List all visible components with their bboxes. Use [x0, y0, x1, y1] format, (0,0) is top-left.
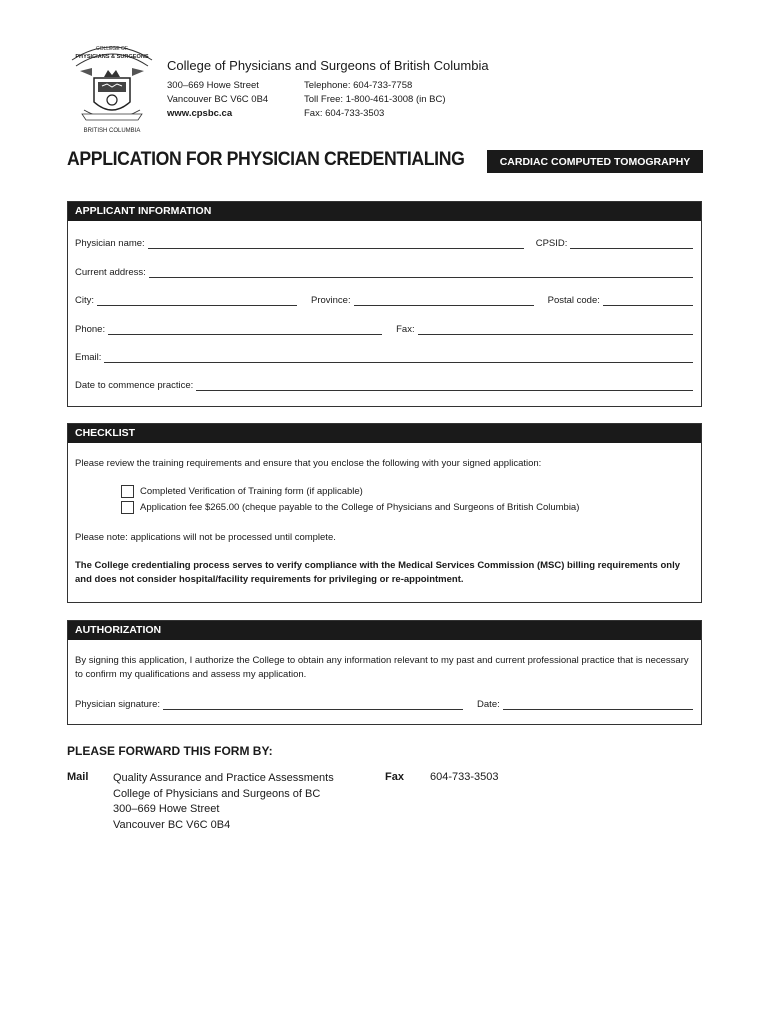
- section-heading: APPLICANT INFORMATION: [68, 202, 701, 221]
- checklist-item-fee: [121, 501, 579, 514]
- date-commence-field[interactable]: [196, 380, 693, 391]
- email-label: Email:: [75, 352, 102, 363]
- forward-fax-number: 604-733-3503: [430, 771, 499, 783]
- mail-line: Vancouver BC V6C 0B4: [113, 818, 231, 831]
- logo-bottom-text: BRITISH COLUMBIA: [83, 128, 141, 134]
- credential-type-badge: CARDIAC COMPUTED TOMOGRAPHY: [487, 150, 703, 173]
- province-label: Province:: [311, 295, 351, 306]
- physician-name-label: Physician name:: [75, 238, 145, 249]
- address-line2: Vancouver BC V6C 0B4: [167, 94, 269, 105]
- logo-mid-text: PHYSICIANS & SURGEONS: [75, 54, 149, 60]
- toll-free: Toll Free: 1-800-461-3008 (in BC): [304, 94, 446, 105]
- checklist-note: Please note: applications will not be processed until complete.: [75, 532, 336, 543]
- cpsid-label: CPSID:: [535, 238, 568, 249]
- telephone: Telephone: 604-733-7758: [304, 80, 413, 91]
- province-field[interactable]: [354, 295, 534, 306]
- address-line1: 300–669 Howe Street: [167, 80, 259, 91]
- postal-code-field[interactable]: [603, 295, 693, 306]
- checkbox-verification[interactable]: [121, 485, 134, 498]
- signature-label: Physician signature:: [75, 699, 161, 710]
- city-row: [75, 292, 693, 306]
- checklist-intro: Please review the training requirements and ensure that you enclose the following with your signed application:: [75, 458, 542, 469]
- cpsid-field[interactable]: [570, 238, 693, 249]
- org-address: [167, 79, 268, 121]
- phone-row: [75, 321, 693, 335]
- current-address-field[interactable]: [149, 267, 693, 278]
- signature-row: [75, 696, 693, 710]
- section-heading: AUTHORIZATION: [68, 621, 701, 640]
- fax-field[interactable]: [418, 324, 693, 335]
- checklist-item-label: Completed Verification of Training form (if applicable): [140, 486, 363, 497]
- date-commence-label: Date to commence practice:: [75, 380, 194, 391]
- city-label: City:: [75, 295, 94, 306]
- credentialing-statement: The College credentialing process serves to verify compliance with the Medical Services Commission (MSC) billing requirements only and does not consider hospital/facility requirements for privileging or re-appointment.: [75, 560, 681, 585]
- checklist-section: [67, 423, 702, 603]
- email-row: [75, 349, 693, 363]
- date-field[interactable]: [503, 699, 693, 710]
- email-field[interactable]: [104, 352, 693, 363]
- mail-line: Quality Assurance and Practice Assessments: [113, 772, 334, 784]
- fax-label: Fax: [385, 771, 404, 783]
- signature-field[interactable]: [163, 699, 463, 710]
- physician-name-row: [75, 235, 693, 249]
- physician-name-field[interactable]: [148, 238, 524, 249]
- mail-line: 300–669 Howe Street: [113, 803, 220, 815]
- current-address-label: Current address:: [75, 267, 146, 278]
- mail-line: College of Physicians and Surgeons of BC: [113, 787, 321, 800]
- form-title: APPLICATION FOR PHYSICIAN CREDENTIALING: [67, 149, 465, 170]
- authorization-section: [67, 620, 702, 725]
- fax-label: Fax:: [396, 324, 415, 335]
- mail-label: Mail: [67, 771, 89, 783]
- city-field[interactable]: [97, 295, 297, 306]
- forward-title: PLEASE FORWARD THIS FORM BY:: [67, 744, 273, 758]
- phone-label: Phone:: [75, 324, 106, 335]
- fax-number: Fax: 604-733-3503: [304, 108, 385, 119]
- website-link[interactable]: www.cpsbc.ca: [167, 108, 233, 119]
- mail-address: [113, 771, 334, 833]
- org-name: College of Physicians and Surgeons of British Columbia: [167, 58, 489, 73]
- logo-top-text: COLLEGE OF: [96, 46, 128, 52]
- checkbox-fee[interactable]: [121, 501, 134, 514]
- college-crest-logo: [62, 36, 162, 136]
- current-address-row: [75, 264, 693, 278]
- postal-code-label: Postal code:: [547, 295, 600, 306]
- checklist-item-label: Application fee $265.00 (cheque payable to the College of Physicians and Surgeons of British Columbia): [140, 502, 580, 513]
- checklist-item-verification: [121, 485, 363, 498]
- section-heading: CHECKLIST: [68, 424, 701, 443]
- applicant-information-section: [67, 201, 702, 407]
- org-contact: [304, 79, 446, 121]
- authorization-text: By signing this application, I authorize the College to obtain any information relevant to my past and current professional practice that is necessary to confirm my qualifications and assess my application.: [75, 655, 689, 680]
- date-label: Date:: [477, 699, 500, 710]
- date-commence-row: [75, 377, 693, 391]
- phone-field[interactable]: [108, 324, 382, 335]
